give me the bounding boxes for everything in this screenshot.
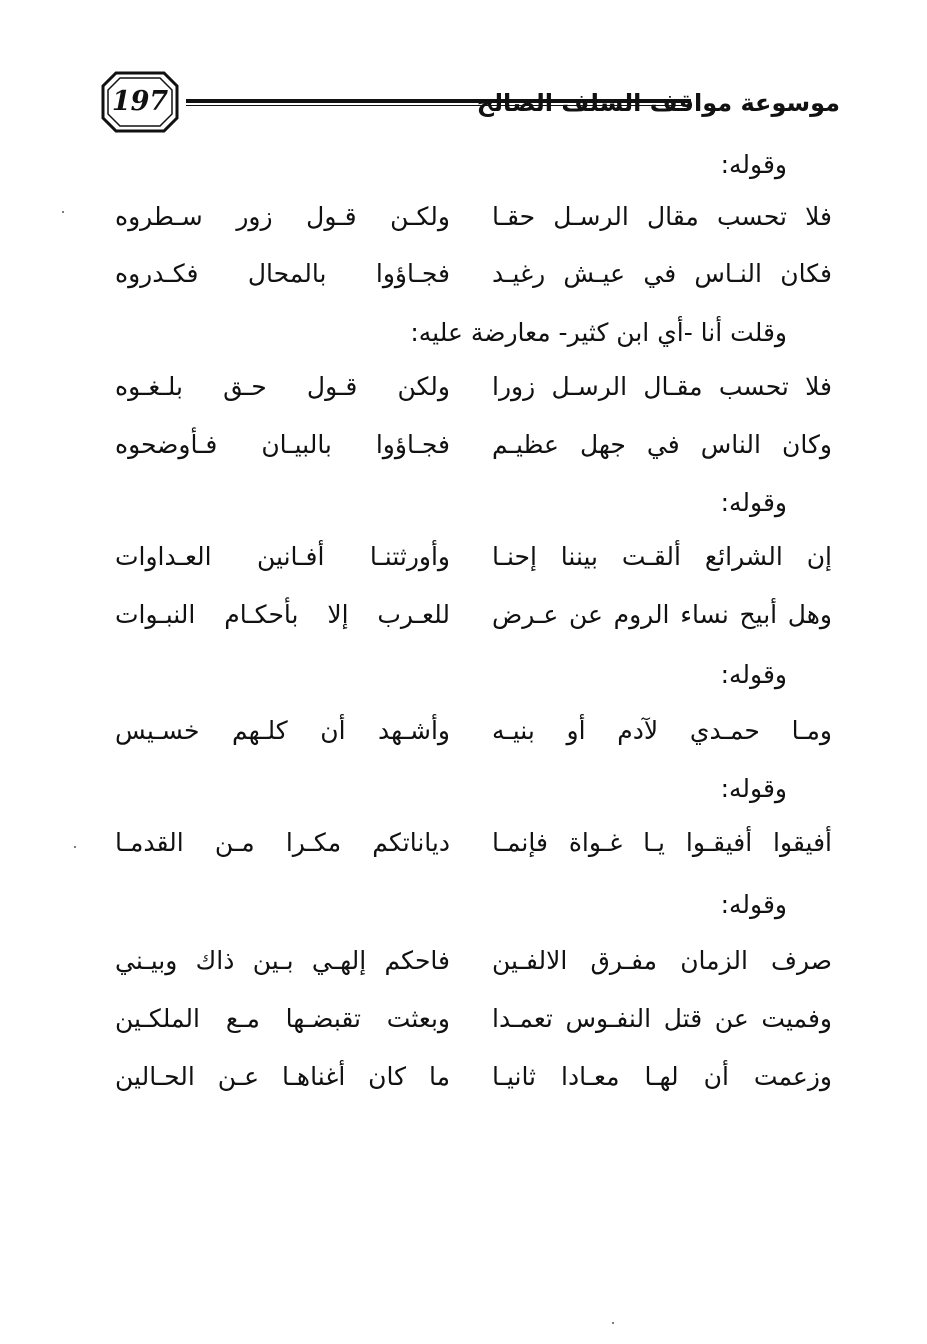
verse-second-hemistich: وأشـهد أن كلـهم خسـيس	[115, 716, 450, 745]
verse-intro: وقوله:	[720, 660, 787, 689]
verse-first-hemistich: صرف الزمان مفـرق الالفـين	[492, 946, 832, 975]
verse-first-hemistich: وكان الناس في جهل عظيـم	[492, 430, 832, 459]
verse-second-hemistich: فجـاؤوا بالبيـان فـأوضحوه	[115, 430, 450, 459]
verse-second-hemistich: ولكن قـول حـق بلـغـوه	[115, 372, 450, 401]
verse-second-hemistich: فاحكم إلهـي بـين ذاك وبيـني	[115, 946, 450, 975]
verse-second-hemistich: ما كان أغناهـا عـن الحـالين	[115, 1062, 450, 1091]
running-title: موسوعة مواقف السلف الصالح	[476, 89, 840, 117]
verse-first-hemistich: وفميت عن قتل النفـوس تعمـدا	[492, 1004, 832, 1033]
verse-first-hemistich: وزعمت أن لهـا معـادا ثانيـا	[492, 1062, 832, 1091]
verse-first-hemistich: ومـا حمـدي لآدم أو بنيـه	[492, 716, 832, 745]
verse-second-hemistich: ولكـن قـول زور سـطروه	[115, 202, 450, 231]
verse-second-hemistich: وأورثتنـا أفـانين العـداوات	[115, 542, 450, 571]
verse-first-hemistich: فكان النـاس في عيـش رغيـد	[492, 259, 832, 288]
verse-second-hemistich: دياناتكم مكـرا مـن القدمـا	[115, 828, 450, 857]
verse-intro: وقوله:	[720, 488, 787, 517]
verse-first-hemistich: فلا تحسب مقال الرسـل حقـا	[492, 202, 832, 231]
verse-first-hemistich: فلا تحسب مقـال الرسـل زورا	[492, 372, 832, 401]
page-number: 197	[111, 86, 169, 117]
verse-second-hemistich: للعـرب إلا بأحكـام النبـوات	[115, 600, 450, 629]
verse-first-hemistich: إن الشرائع ألقـت بيننا إحنـا	[492, 542, 832, 571]
verse-intro: وقوله:	[720, 774, 787, 803]
verse-second-hemistich: فجـاؤوا بالمحال فكـدروه	[115, 259, 450, 288]
verse-intro: وقلت أنا -أي ابن كثير- معارضة عليه:	[410, 318, 787, 347]
verse-first-hemistich: وهل أبيح نساء الروم عن عـرض	[492, 600, 832, 629]
verse-first-hemistich: أفيقوا أفيقـوا يـا غـواة فإنمـا	[492, 828, 832, 857]
verse-second-hemistich: وبعثت تقبضـها مـع الملكـين	[115, 1004, 450, 1033]
verse-intro: وقوله:	[720, 890, 787, 919]
verse-intro: وقوله:	[720, 150, 787, 179]
